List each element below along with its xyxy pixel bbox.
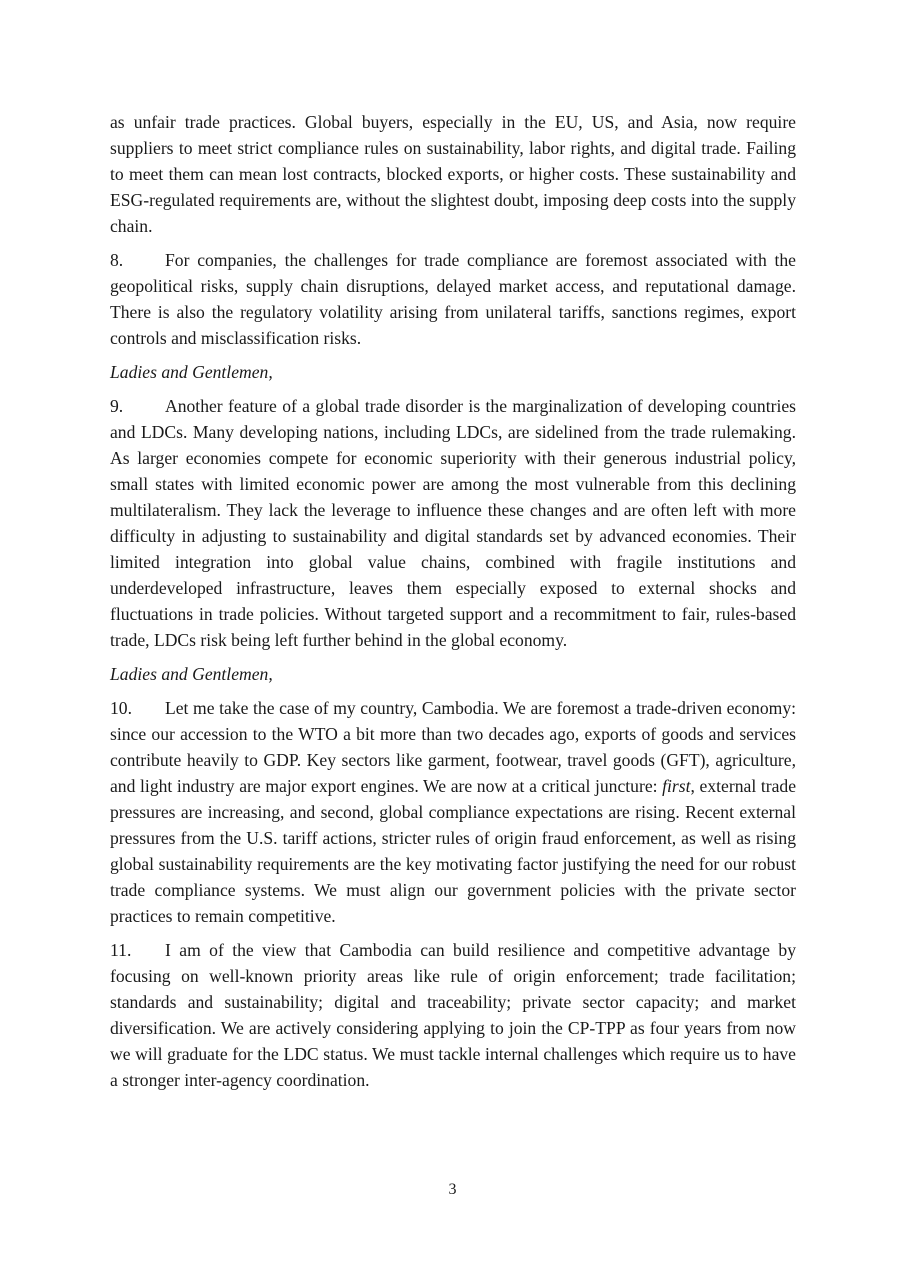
paragraph-9 xyxy=(110,393,796,653)
paragraph-text: Another feature of a global trade disorder is the marginalization of developing countries and LDCs. Many developing nations, including LDCs, are sidelined from the trade rulemaking. As larger economies compete for economic superiority with their generous industrial policy, small states with limited economic power are among the most vulnerable from this declining multilateralism. They lack the leverage to influence these changes and are often left with more difficulty in adjusting to sustainability and digital standards set by advanced economies. Their limited integration into global value chains, combined with fragile institutions and underdeveloped infrastructure, leaves them especially exposed to external shocks and fluctuations in trade policies. Without targeted support and a recommitment to fair, rules-based trade, LDCs risk being left further behind in the global economy. xyxy=(110,396,796,650)
salutation: Ladies and Gentlemen, xyxy=(110,362,273,382)
paragraph-10 xyxy=(110,695,796,929)
continued-paragraph: as unfair trade practices. Global buyers, especially in the EU, US, and Asia, now require suppliers to meet strict compliance rules on sustainability, labor rights, and digital trade. Failing to meet them can mean lost contracts, blocked exports, or higher costs. These sustainability and ESG-regulated requirements are, without the slightest doubt, imposing deep costs into the supply chain. xyxy=(110,112,796,236)
emphasis-first: first xyxy=(662,776,691,796)
paragraph-11 xyxy=(110,937,796,1093)
paragraph-number: 11. xyxy=(110,940,132,960)
document-page xyxy=(110,109,796,1101)
page-number: 3 xyxy=(448,1181,457,1198)
paragraph-number: 10. xyxy=(110,698,132,718)
paragraph-text: Let me take the case of my country, Cambodia. We are foremost a trade-driven economy: since our accession to the WTO a bit more than two decades ago, exports of goods and services contribute heavily to GDP. Key sectors like garment, footwear, travel goods (GFT), agriculture, and light industry are major export engines. We are now at a critical juncture: xyxy=(110,698,796,796)
paragraph-text-continued: , external trade pressures are increasing, and second, global compliance expectations are rising. Recent external pressures from the U.S. tariff actions, stricter rules of origin fraud enforcement, as well as rising global sustainability requirements are the key motivating factor justifying the need for our robust trade compliance systems. We must align our government policies with the private sector practices to remain competitive. xyxy=(110,776,796,926)
paragraph-text: For companies, the challenges for trade compliance are foremost associated with the geopolitical risks, supply chain disruptions, delayed market access, and reputational damage. There is also the regulatory volatility arising from unilateral tariffs, sanctions regimes, export controls and misclassification risks. xyxy=(110,250,796,348)
paragraph-8 xyxy=(110,247,796,351)
paragraph-text: I am of the view that Cambodia can build resilience and competitive advantage by focusing on well-known priority areas like rule of origin enforcement; trade facilitation; standards and sustainability; digital and traceability; private sector capacity; and market diversification. We are actively considering applying to join the CP-TPP as four years from now we will graduate for the LDC status. We must tackle internal challenges which require us to have a stronger inter-agency coordination. xyxy=(110,940,796,1090)
paragraph-number: 9. xyxy=(110,396,124,416)
salutation: Ladies and Gentlemen, xyxy=(110,664,273,684)
paragraph-number: 8. xyxy=(110,250,124,270)
